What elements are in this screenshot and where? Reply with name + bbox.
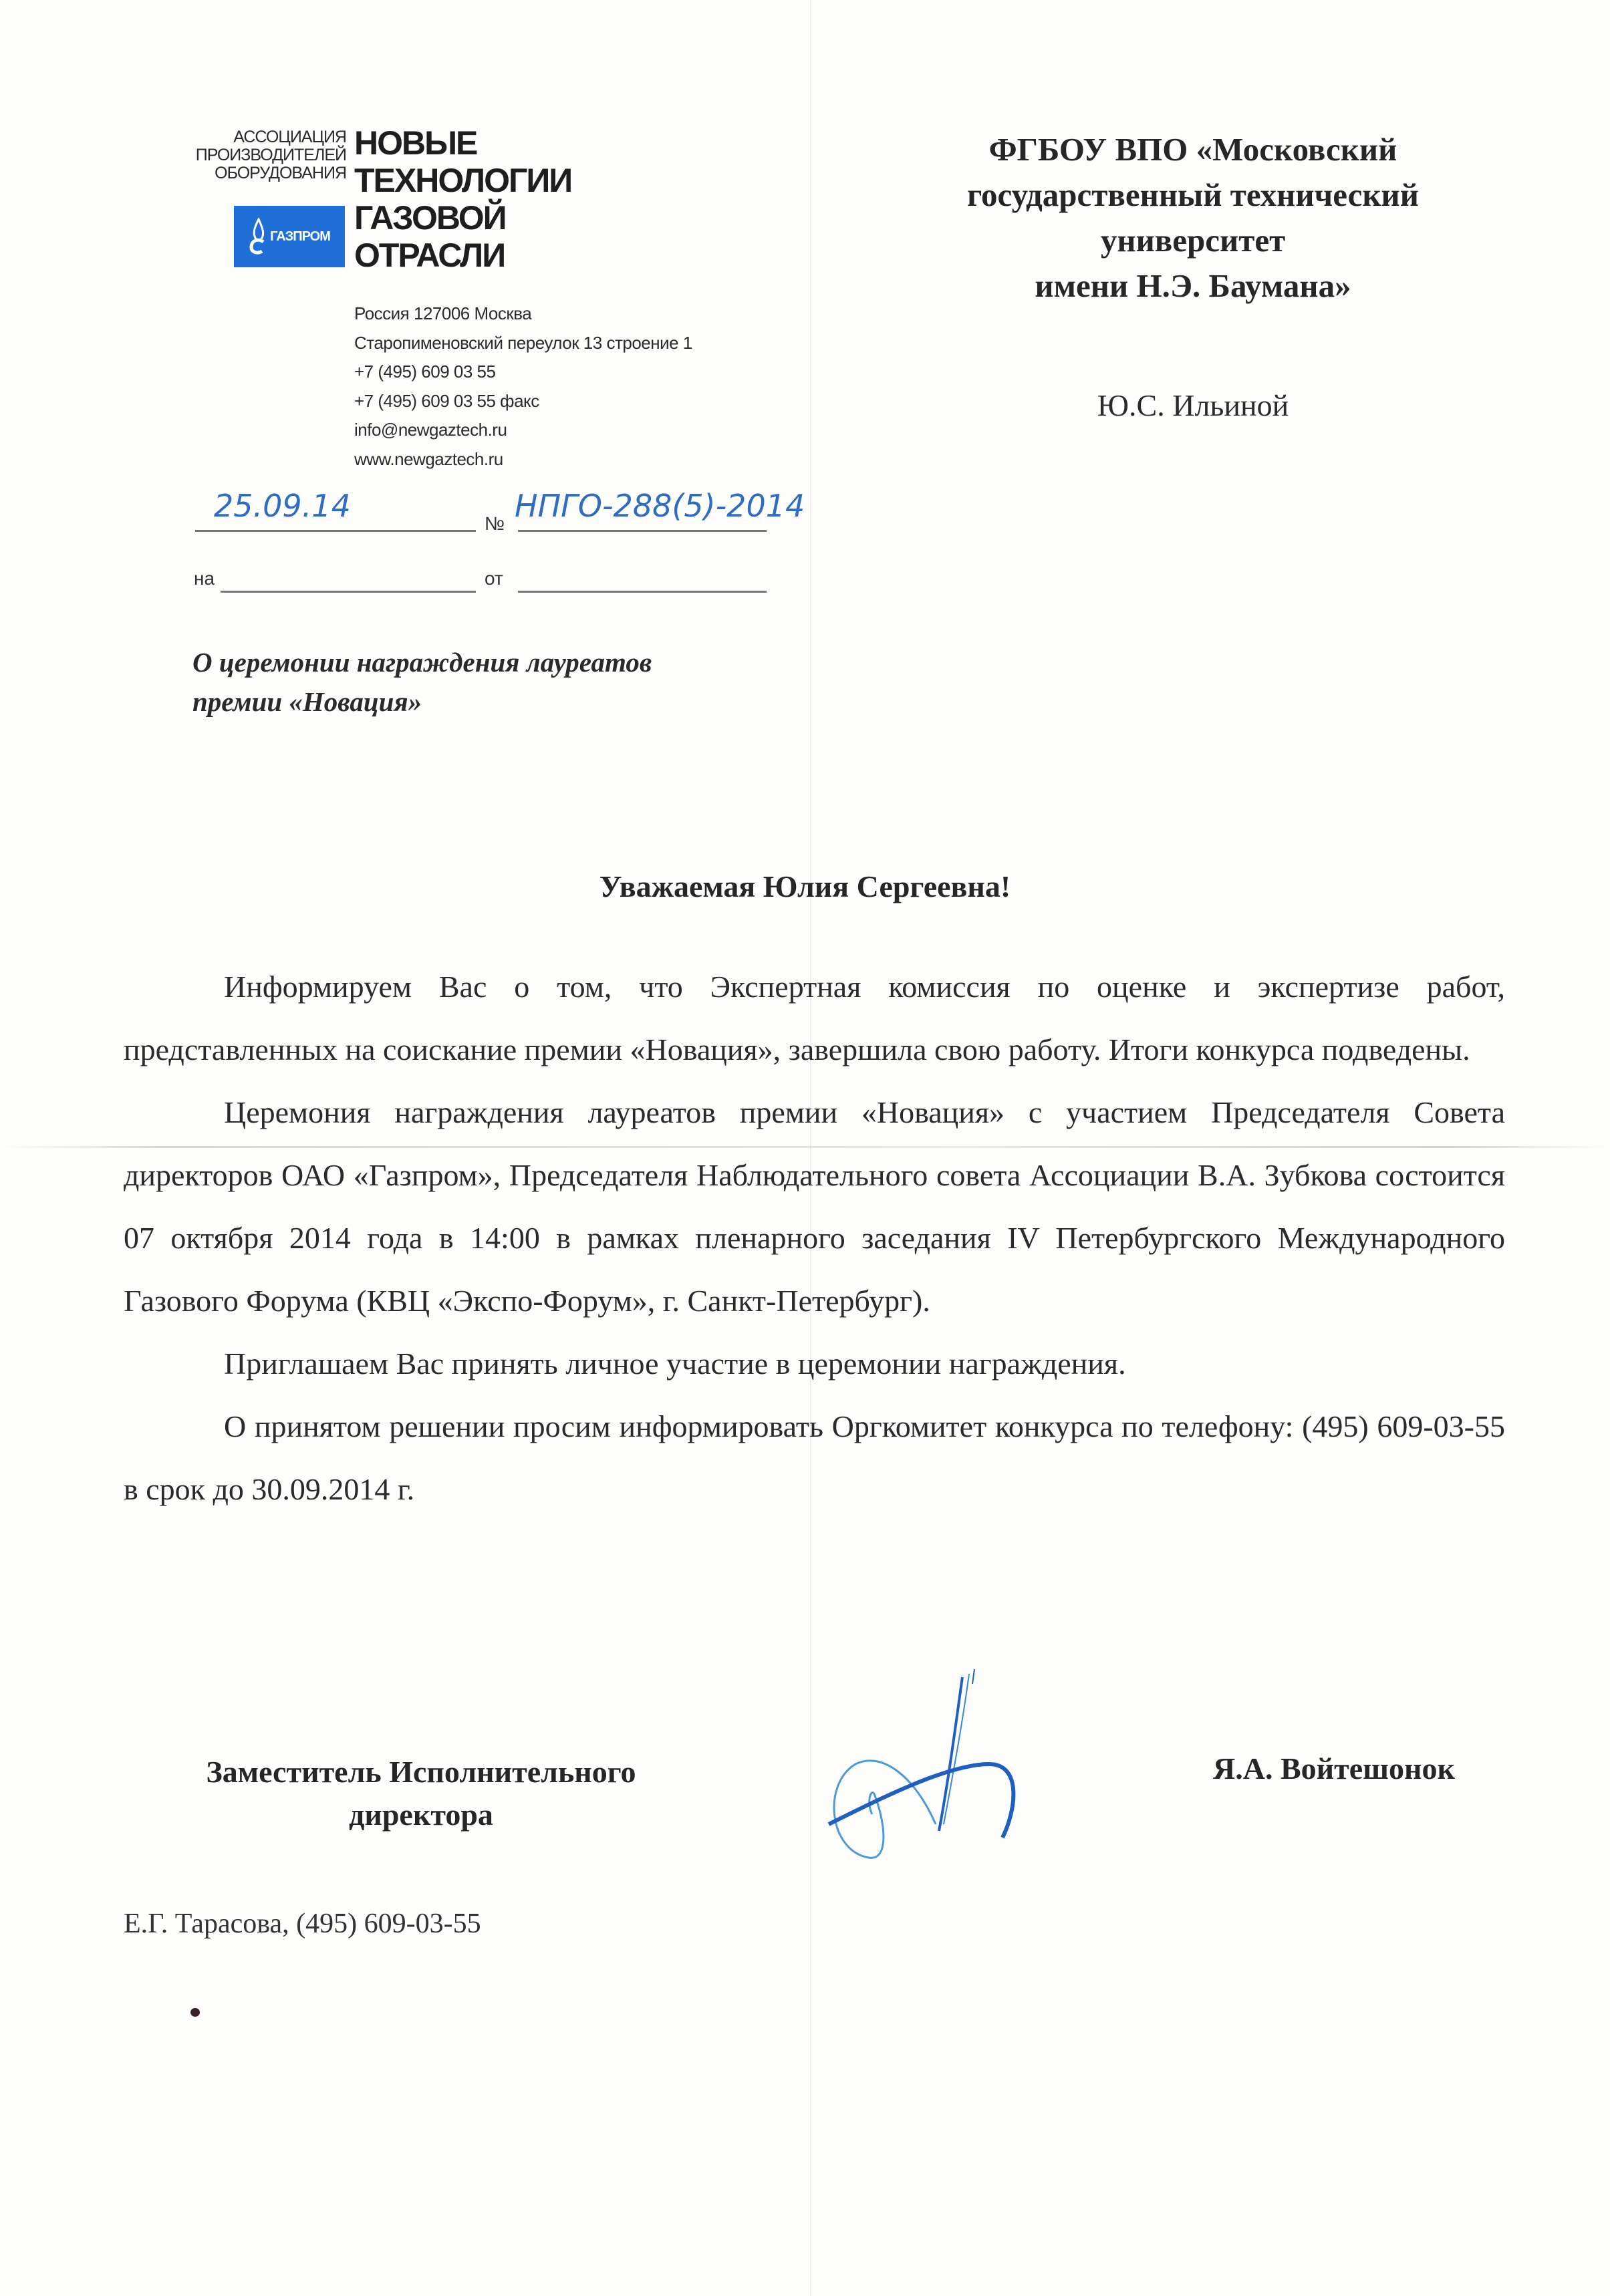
paragraph: Информируем Вас о том, что Экспертная комиссия по оценке и экспертизе работ, представленных на соискание премии «Новация», завершила свою работу. Итоги конкурса подведены. xyxy=(124,970,1505,1066)
address-line: Россия 127006 Москва xyxy=(354,303,532,323)
recipient-line: имени Н.Э. Баумана» xyxy=(1035,267,1351,304)
number-line xyxy=(518,530,767,532)
from-line xyxy=(518,591,767,593)
ink-spot xyxy=(190,2008,200,2017)
paragraph: О принятом решении просим информировать Оргкомитет конкурса по телефону: (495) 609-03-55 в срок до 30.09.2014 г. xyxy=(124,1409,1505,1506)
association-line: ОБОРУДОВАНИЯ xyxy=(215,164,346,182)
number-label: № xyxy=(485,513,505,534)
title-line: ГАЗОВОЙ xyxy=(354,199,506,237)
fax: +7 (495) 609 03 55 факс xyxy=(354,390,539,411)
executor-contact: Е.Г. Тарасова, (495) 609-03-55 xyxy=(124,1908,481,1939)
signatory-title-line: директора xyxy=(349,1798,493,1832)
association-title xyxy=(354,124,571,274)
on-line xyxy=(221,591,476,593)
signatory-title xyxy=(134,1751,708,1836)
recipient-line: университет xyxy=(1100,222,1286,259)
address-line: Старопименовский переулок 13 строение 1 xyxy=(354,332,692,353)
recipient-line: государственный технический xyxy=(966,176,1420,213)
paragraph: Приглашаем Вас принять личное участие в церемонии награждения. xyxy=(224,1346,1126,1381)
association-line: АССОЦИАЦИЯ xyxy=(233,128,346,146)
title-line: ТЕХНОЛОГИИ xyxy=(354,162,572,199)
sender-address xyxy=(354,299,692,474)
handwritten-date: 25.09.14 xyxy=(214,488,351,524)
recipient-organization xyxy=(909,127,1477,309)
handwritten-signature xyxy=(802,1664,1136,1884)
on-label: на xyxy=(194,568,215,589)
phone: +7 (495) 609 03 55 xyxy=(354,362,496,382)
gazprom-logo-text: ГАЗПРОМ xyxy=(270,229,330,244)
gazprom-logo xyxy=(234,206,345,267)
recipient-line: ФГБОУ ВПО «Московский xyxy=(988,131,1397,168)
title-line: НОВЫЕ xyxy=(354,124,477,162)
association-label xyxy=(174,128,346,182)
gazprom-flame-icon xyxy=(249,218,269,255)
handwritten-number: НПГО-288(5)-2014 xyxy=(515,488,805,524)
association-line: ПРОИЗВОДИТЕЛЕЙ xyxy=(195,146,346,164)
subject xyxy=(192,643,652,722)
signatory-name: Я.А. Войтешонок xyxy=(1213,1751,1455,1785)
date-line xyxy=(195,530,476,532)
paragraph: Церемония награждения лауреатов премии «Новация» с участием Председателя Совета директоров ОАО «Газпром», Председателя Наблюдательного совета Ассоциации В.А. Зубкова состоится 07 октября 2014 года в 14:00 в рамках пленарного заседания IV Петербургского Международного Газового Форума (КВЦ «Экспо-Форум», г. Санкт-Петербург). xyxy=(124,1095,1505,1318)
website: www.newgaztech.ru xyxy=(354,448,503,469)
title-line: ОТРАСЛИ xyxy=(354,237,505,274)
email: info@newgaztech.ru xyxy=(354,420,507,440)
recipient-person: Ю.С. Ильиной xyxy=(1097,388,1289,422)
from-label: от xyxy=(485,568,503,589)
signatory-title-line: Заместитель Исполнительного xyxy=(206,1755,636,1789)
subject-line: О церемонии награждения лауреатов xyxy=(192,647,652,678)
subject-line: премии «Новация» xyxy=(192,686,422,717)
letter-body xyxy=(124,956,1505,1521)
salutation: Уважаемая Юлия Сергеевна! xyxy=(599,869,1011,903)
